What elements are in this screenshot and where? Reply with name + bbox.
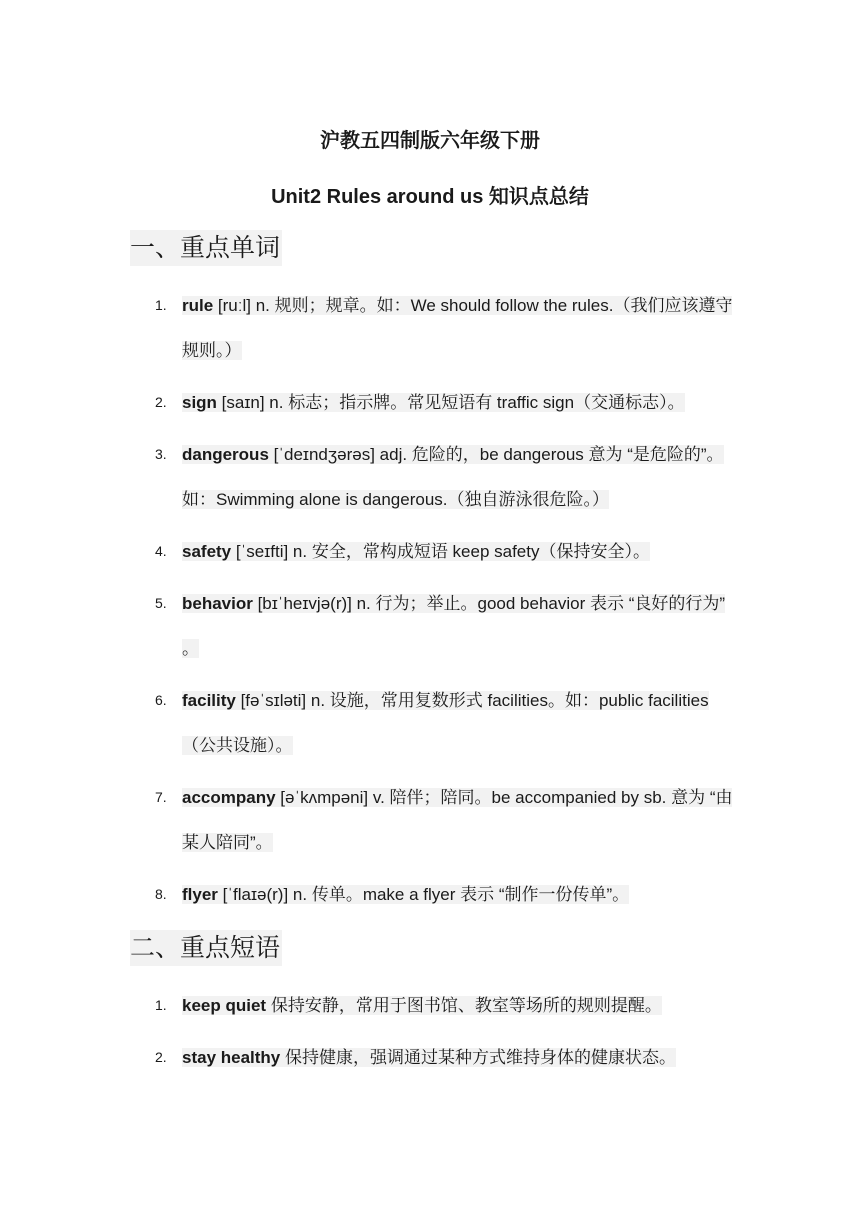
phrase: keep quiet xyxy=(182,996,267,1015)
vocab-definition: [əˈkʌmpəni] v. 陪伴；陪同。be accompanied by sb. 意为 “由某人陪同”。 xyxy=(182,788,733,852)
document-subtitle: Unit2 Rules around us 知识点总结 xyxy=(271,186,589,208)
vocab-word: sign xyxy=(182,393,217,412)
vocab-definition: [fəˈsɪləti] n. 设施，常用复数形式 facilities。如：public facilities（公共设施）。 xyxy=(182,691,709,755)
list-number: 1. xyxy=(155,997,167,1013)
phrase: stay healthy xyxy=(182,1048,281,1067)
vocab-word: facility xyxy=(182,691,236,710)
list-number: 7. xyxy=(155,789,167,805)
list-number: 1. xyxy=(155,297,167,313)
vocab-word: rule xyxy=(182,296,214,315)
vocab-definition: [ˈseɪfti] n. 安全，常构成短语 keep safety（保持安全）。 xyxy=(231,542,650,561)
vocab-word: dangerous xyxy=(182,445,269,464)
list-number: 5. xyxy=(155,595,167,611)
vocab-word: safety xyxy=(182,542,232,561)
section-heading-phrases: 二、重点短语 xyxy=(130,930,282,966)
section-heading-vocabulary: 一、重点单词 xyxy=(130,230,282,266)
list-number: 2. xyxy=(155,1049,167,1065)
vocab-definition: [ruːl] n. 规则；规章。如：We should follow the rules.（我们应该遵守规则。） xyxy=(182,296,733,360)
list-number: 4. xyxy=(155,543,167,559)
phrase-definition: 保持安静，常用于图书馆、教室等场所的规则提醒。 xyxy=(266,996,662,1015)
vocab-definition: [saɪn] n. 标志；指示牌。常见短语有 traffic sign（交通标志）。 xyxy=(216,393,685,412)
vocab-word: flyer xyxy=(182,885,218,904)
list-number: 2. xyxy=(155,394,167,410)
vocab-word: accompany xyxy=(182,788,276,807)
list-number: 6. xyxy=(155,692,167,708)
list-number: 3. xyxy=(155,446,167,462)
vocab-word: behavior xyxy=(182,594,253,613)
document-title: 沪教五四制版六年级下册 xyxy=(320,130,540,152)
vocab-definition: [bɪˈheɪvjə(r)] n. 行为；举止。good behavior 表示 “良好的行为” 。 xyxy=(182,594,726,658)
vocab-definition: [ˈdeɪndʒərəs] adj. 危险的，be dangerous 意为 “是危险的”。如：Swimming alone is dangerous.（独自游泳很危险。） xyxy=(182,445,724,509)
vocab-definition: [ˈflaɪə(r)] n. 传单。make a flyer 表示 “制作一份传单”。 xyxy=(217,885,630,904)
list-number: 8. xyxy=(155,886,167,902)
phrase-definition: 保持健康，强调通过某种方式维持身体的健康状态。 xyxy=(280,1048,676,1067)
